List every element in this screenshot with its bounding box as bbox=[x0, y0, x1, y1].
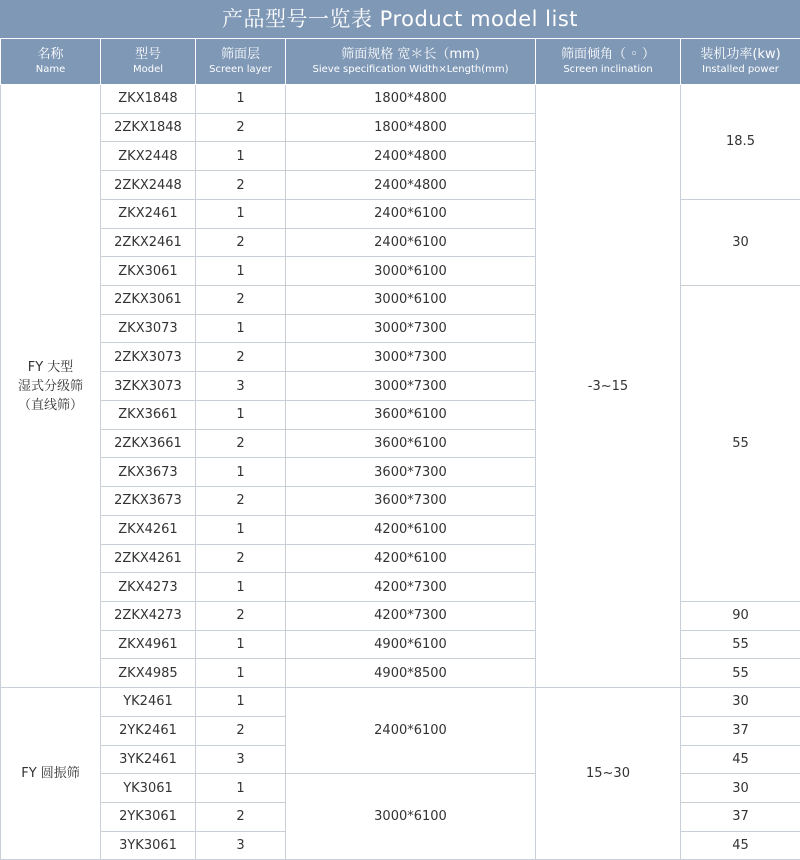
model-cell: ZKX4961 bbox=[101, 630, 196, 659]
model-cell: ZKX4261 bbox=[101, 515, 196, 544]
table-row bbox=[1, 688, 800, 717]
header-name bbox=[1, 39, 101, 85]
spec-cell: 3600*7300 bbox=[286, 458, 536, 487]
model-cell: 3YK3061 bbox=[101, 831, 196, 860]
header-inclination-en: Screen inclination bbox=[536, 63, 680, 77]
inclination-cell: -3~15 bbox=[536, 85, 681, 688]
product-model-table bbox=[0, 38, 800, 860]
power-cell: 30 bbox=[681, 774, 800, 803]
table-row bbox=[1, 199, 800, 228]
group-name-linear bbox=[1, 85, 101, 688]
layer-cell: 2 bbox=[196, 716, 286, 745]
layer-cell: 1 bbox=[196, 85, 286, 114]
header-power-en: Installed power bbox=[681, 63, 800, 77]
spec-cell: 3000*7300 bbox=[286, 314, 536, 343]
spec-cell: 2400*6100 bbox=[286, 688, 536, 774]
layer-cell: 1 bbox=[196, 774, 286, 803]
model-cell: 2ZKX2461 bbox=[101, 228, 196, 257]
model-cell: 2ZKX3061 bbox=[101, 286, 196, 315]
layer-cell: 1 bbox=[196, 458, 286, 487]
model-cell: 2ZKX3673 bbox=[101, 487, 196, 516]
layer-cell: 3 bbox=[196, 745, 286, 774]
model-cell: ZKX3073 bbox=[101, 314, 196, 343]
spec-cell: 2400*6100 bbox=[286, 199, 536, 228]
model-cell: ZKX3673 bbox=[101, 458, 196, 487]
model-cell: ZKX2461 bbox=[101, 199, 196, 228]
spec-cell: 3000*7300 bbox=[286, 343, 536, 372]
spec-cell: 4900*8500 bbox=[286, 659, 536, 688]
layer-cell: 2 bbox=[196, 429, 286, 458]
spec-cell: 3000*7300 bbox=[286, 372, 536, 401]
table-row bbox=[1, 630, 800, 659]
spec-cell: 3600*7300 bbox=[286, 487, 536, 516]
layer-cell: 1 bbox=[196, 515, 286, 544]
layer-cell: 1 bbox=[196, 630, 286, 659]
header-layer bbox=[196, 39, 286, 85]
spec-cell: 4200*6100 bbox=[286, 515, 536, 544]
spec-cell: 2400*6100 bbox=[286, 228, 536, 257]
power-cell: 18.5 bbox=[681, 85, 800, 200]
header-power-zh: 装机功率(kw) bbox=[681, 47, 800, 63]
spec-cell: 1800*4800 bbox=[286, 113, 536, 142]
layer-cell: 2 bbox=[196, 228, 286, 257]
layer-cell: 1 bbox=[196, 199, 286, 228]
model-cell: 2ZKX1848 bbox=[101, 113, 196, 142]
table-row bbox=[1, 601, 800, 630]
power-cell: 55 bbox=[681, 286, 800, 602]
power-cell: 30 bbox=[681, 688, 800, 717]
table-header-row bbox=[1, 39, 800, 85]
power-cell: 37 bbox=[681, 802, 800, 831]
layer-cell: 2 bbox=[196, 286, 286, 315]
spec-cell: 3000*6100 bbox=[286, 286, 536, 315]
model-cell: ZKX4273 bbox=[101, 573, 196, 602]
layer-cell: 1 bbox=[196, 142, 286, 171]
power-cell: 45 bbox=[681, 745, 800, 774]
model-cell: 2ZKX3661 bbox=[101, 429, 196, 458]
header-inclination bbox=[536, 39, 681, 85]
layer-cell: 1 bbox=[196, 257, 286, 286]
layer-cell: 1 bbox=[196, 688, 286, 717]
layer-cell: 2 bbox=[196, 601, 286, 630]
layer-cell: 1 bbox=[196, 573, 286, 602]
header-model bbox=[101, 39, 196, 85]
spec-cell: 3000*6100 bbox=[286, 774, 536, 860]
layer-cell: 2 bbox=[196, 113, 286, 142]
layer-cell: 3 bbox=[196, 831, 286, 860]
spec-cell: 4200*7300 bbox=[286, 601, 536, 630]
spec-cell: 3600*6100 bbox=[286, 429, 536, 458]
table-row bbox=[1, 85, 800, 114]
table-row bbox=[1, 774, 800, 803]
header-spec-zh: 筛面规格 宽＊长（mm) bbox=[286, 47, 535, 63]
header-power bbox=[681, 39, 800, 85]
model-cell: 2ZKX4273 bbox=[101, 601, 196, 630]
inclination-cell: 15~30 bbox=[536, 688, 681, 860]
header-layer-zh: 筛面层 bbox=[196, 47, 285, 63]
layer-cell: 1 bbox=[196, 400, 286, 429]
layer-cell: 2 bbox=[196, 343, 286, 372]
header-model-zh: 型号 bbox=[101, 47, 195, 63]
spec-cell: 4200*7300 bbox=[286, 573, 536, 602]
model-cell: 2ZKX2448 bbox=[101, 171, 196, 200]
model-cell: 2YK2461 bbox=[101, 716, 196, 745]
spec-cell: 1800*4800 bbox=[286, 85, 536, 114]
header-name-zh: 名称 bbox=[1, 47, 100, 63]
model-cell: ZKX1848 bbox=[101, 85, 196, 114]
power-cell: 90 bbox=[681, 601, 800, 630]
header-model-en: Model bbox=[101, 63, 195, 77]
spec-cell: 3000*6100 bbox=[286, 257, 536, 286]
layer-cell: 2 bbox=[196, 487, 286, 516]
model-cell: ZKX2448 bbox=[101, 142, 196, 171]
model-cell: 3ZKX3073 bbox=[101, 372, 196, 401]
group-name-line: FY 大型 bbox=[1, 358, 100, 377]
model-cell: ZKX4985 bbox=[101, 659, 196, 688]
header-inclination-zh: 筛面倾角（ ◦ ） bbox=[536, 47, 680, 63]
header-spec-en: Sieve specification Width×Length(mm) bbox=[286, 63, 535, 77]
power-cell: 55 bbox=[681, 630, 800, 659]
model-cell: YK3061 bbox=[101, 774, 196, 803]
header-name-en: Name bbox=[1, 63, 100, 77]
layer-cell: 1 bbox=[196, 659, 286, 688]
layer-cell: 2 bbox=[196, 171, 286, 200]
power-cell: 45 bbox=[681, 831, 800, 860]
power-cell: 55 bbox=[681, 659, 800, 688]
model-cell: 2ZKX4261 bbox=[101, 544, 196, 573]
spec-cell: 3600*6100 bbox=[286, 400, 536, 429]
model-cell: 2YK3061 bbox=[101, 802, 196, 831]
model-cell: YK2461 bbox=[101, 688, 196, 717]
header-layer-en: Screen layer bbox=[196, 63, 285, 77]
layer-cell: 2 bbox=[196, 802, 286, 831]
group-name-line: 湿式分级筛 bbox=[1, 377, 100, 396]
spec-cell: 4200*6100 bbox=[286, 544, 536, 573]
power-cell: 37 bbox=[681, 716, 800, 745]
spec-cell: 2400*4800 bbox=[286, 142, 536, 171]
layer-cell: 2 bbox=[196, 544, 286, 573]
spec-cell: 4900*6100 bbox=[286, 630, 536, 659]
model-cell: 3YK2461 bbox=[101, 745, 196, 774]
page-title: 产品型号一览表 Product model list bbox=[0, 0, 800, 38]
model-cell: ZKX3661 bbox=[101, 400, 196, 429]
table-row bbox=[1, 659, 800, 688]
model-cell: 2ZKX3073 bbox=[101, 343, 196, 372]
group-name-line: （直线筛） bbox=[1, 396, 100, 415]
layer-cell: 1 bbox=[196, 314, 286, 343]
layer-cell: 3 bbox=[196, 372, 286, 401]
header-spec bbox=[286, 39, 536, 85]
table-row bbox=[1, 286, 800, 315]
spec-cell: 2400*4800 bbox=[286, 171, 536, 200]
group-name-circular: FY 圆振筛 bbox=[1, 688, 101, 860]
model-cell: ZKX3061 bbox=[101, 257, 196, 286]
power-cell: 30 bbox=[681, 199, 800, 285]
